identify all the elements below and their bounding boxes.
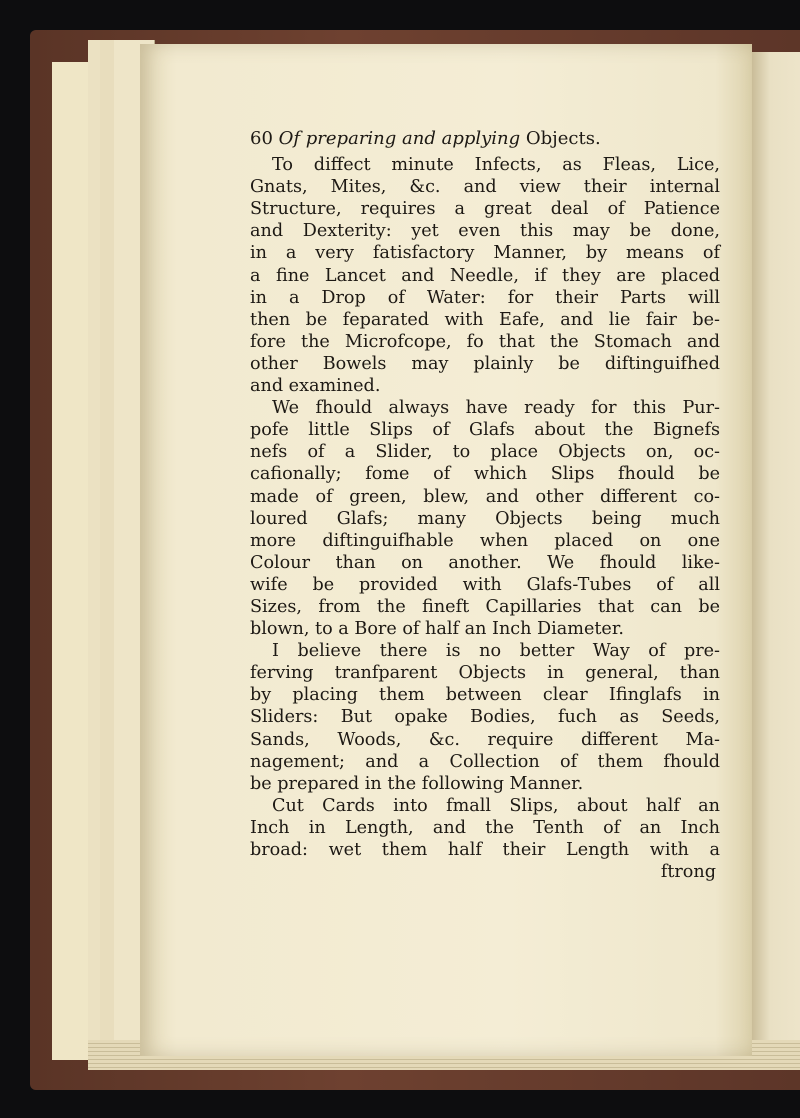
page-text <box>250 128 720 883</box>
text-line: Sliders: But opake Bodies, fuch as Seeds, <box>250 707 720 728</box>
text-line: loured Glafs; many Objects being much <box>250 508 720 529</box>
text-line: cafionally; fome of which Slips fhould be <box>250 464 720 485</box>
text-line: by placing them between clear Ifinglafs in <box>250 685 720 706</box>
text-line: a fine Lancet and Needle, if they are placed <box>250 265 720 286</box>
text-line: I believe there is no better Way of pre- <box>272 641 720 662</box>
body-text <box>250 154 720 861</box>
running-head-title: Of preparing and applying <box>278 128 521 149</box>
text-line: We fhould always have ready for this Pur- <box>272 398 720 419</box>
text-line: nagement; and a Collection of them fhould <box>250 751 720 772</box>
text-line: Structure, requires a great deal of Patience <box>250 199 720 220</box>
text-line: other Bowels may plainly be diftinguifhed <box>250 353 720 374</box>
running-head-title-roman: Objects. <box>525 128 601 149</box>
text-line: fore the Microfcope, fo that the Stomach and <box>250 331 720 352</box>
text-line: broad: wet them half their Length with a <box>250 840 720 860</box>
text-line: nefs of a Slider, to place Objects on, oc- <box>250 442 720 463</box>
running-head <box>250 128 720 150</box>
text-line: Cut Cards into fmall Slips, about half an <box>272 795 720 816</box>
text-line: Gnats, Mites, &c. and view their internal <box>250 177 720 198</box>
text-line: ferving tranfparent Objects in general, than <box>250 663 720 684</box>
facing-page <box>752 52 800 1052</box>
text-line: then be feparated with Eafe, and lie fair be- <box>250 309 720 330</box>
text-line: wife be provided with Glafs-Tubes of all <box>250 574 720 595</box>
text-line: made of green, blew, and other different co- <box>250 486 720 507</box>
text-line: more diftinguifhable when placed on one <box>250 530 720 551</box>
text-line: Sizes, from the fineft Capillaries that can be <box>250 596 720 617</box>
text-line: in a Drop of Water: for their Parts will <box>250 287 720 308</box>
text-line: be prepared in the following Manner. <box>250 773 584 794</box>
text-line: and Dexterity: yet even this may be done, <box>250 221 720 242</box>
text-line: and examined. <box>250 376 381 397</box>
endpaper <box>52 62 92 1060</box>
text-line: Colour than on another. We fhould like- <box>250 552 720 573</box>
text-line: Inch in Length, and the Tenth of an Inch <box>250 817 720 838</box>
text-line: To diffect minute Infects, as Fleas, Lice, <box>272 155 720 176</box>
text-line: pofe little Slips of Glafs about the Bignefs <box>250 420 720 441</box>
page-number: 60 <box>250 128 273 149</box>
text-line: blown, to a Bore of half an Inch Diameter. <box>250 619 624 640</box>
text-line: in a very fatisfactory Manner, by means of <box>250 243 720 264</box>
text-line: Sands, Woods, &c. require different Ma- <box>250 729 720 750</box>
catchword: ftrong <box>660 862 716 883</box>
